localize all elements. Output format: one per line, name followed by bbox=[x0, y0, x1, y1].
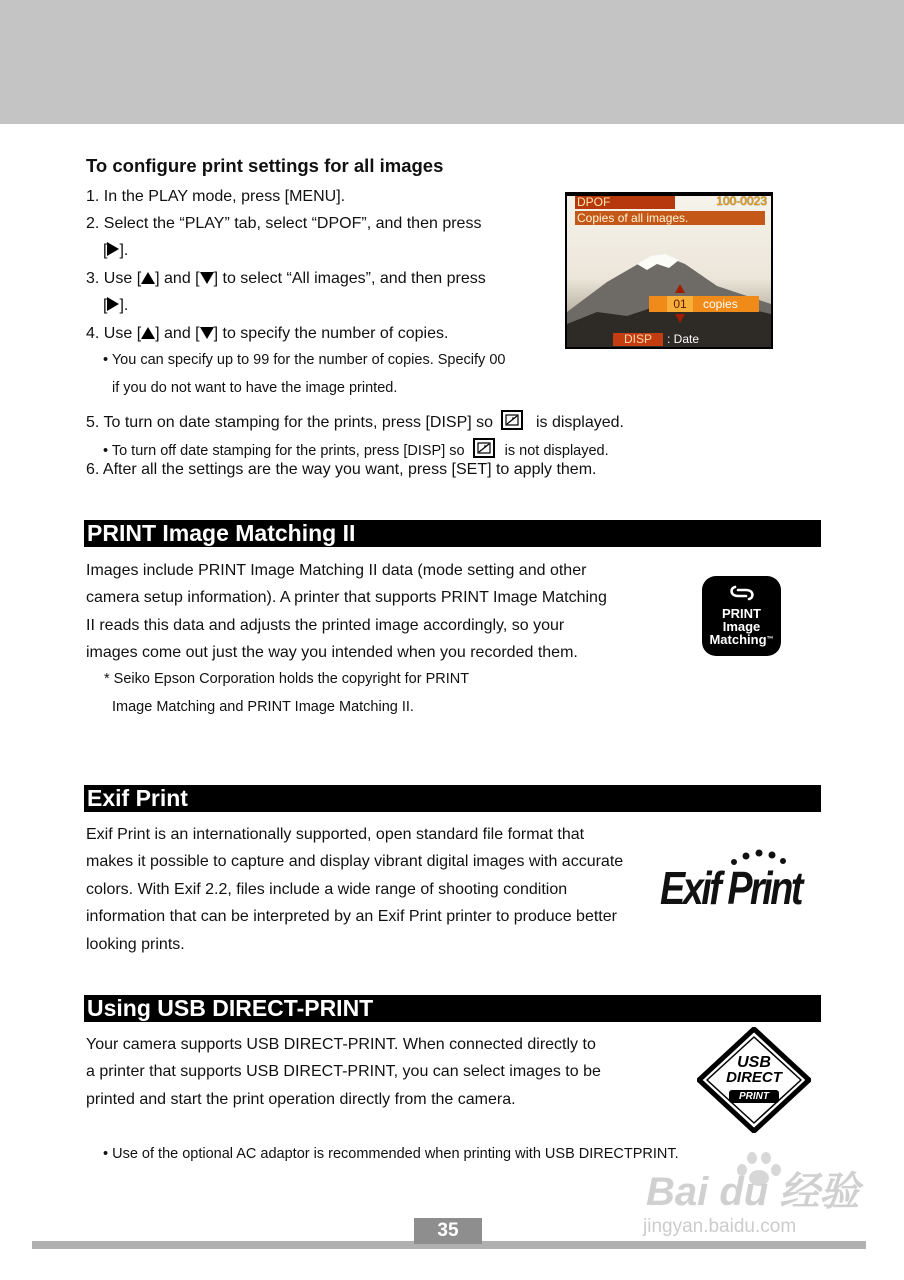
step-2-continued bbox=[103, 242, 128, 260]
lcd-copies-label: copies bbox=[703, 297, 738, 311]
date-stamp-icon bbox=[501, 410, 523, 430]
usb-logo-line-1: USB bbox=[737, 1054, 771, 1071]
step-3-text-c: ] to select “All images”, and then press bbox=[213, 270, 486, 287]
usb-logo-line-2: DIRECT bbox=[726, 1069, 782, 1086]
exif-paragraph-line-2: makes it possible to capture and display vibrant digital images with accurate bbox=[86, 853, 624, 870]
step-6: 6. After all the settings are the way you want, press [SET] to apply them. bbox=[86, 461, 597, 478]
lcd-up-arrow-icon bbox=[675, 284, 685, 293]
pim-note-line-2: Image Matching and PRINT Image Matching II. bbox=[112, 699, 414, 715]
step-5-text-b: is displayed. bbox=[535, 414, 624, 431]
pim-swirl-icon bbox=[726, 582, 758, 604]
up-arrow-key-icon bbox=[141, 327, 155, 339]
up-arrow-key-icon bbox=[141, 272, 155, 284]
exif-paragraph-line-1: Exif Print is an internationally supported, open standard file format that bbox=[86, 826, 585, 843]
step-5 bbox=[86, 410, 624, 432]
pim-logo-text bbox=[702, 607, 781, 646]
step-4 bbox=[86, 325, 448, 343]
step-5-text-a: 5. To turn on date stamping for the prints, press [DISP] so bbox=[86, 414, 494, 431]
pim-logo-line-3-text: Matching bbox=[709, 632, 767, 647]
step-1: 1. In the PLAY mode, press [MENU]. bbox=[86, 188, 346, 205]
step-4-text-a: 4. Use [ bbox=[86, 325, 142, 342]
step-4-note-1: • You can specify up to 99 for the number of copies. Specify 00 bbox=[103, 352, 506, 368]
step-4-text-c: ] to specify the number of copies. bbox=[213, 325, 449, 342]
watermark-url: jingyan.baidu.com bbox=[643, 1216, 797, 1237]
down-arrow-key-icon bbox=[200, 272, 214, 284]
pim-paragraph-line-2: camera setup information). A printer that supports PRINT Image Matching bbox=[86, 589, 607, 606]
step-5-note-text-b: is not displayed. bbox=[504, 443, 609, 459]
bracket-close: ]. bbox=[119, 297, 129, 314]
usb-paragraph-line-1: Your camera supports USB DIRECT-PRINT. When connected directly to bbox=[86, 1036, 596, 1053]
lcd-copies-value: 01 bbox=[667, 296, 693, 312]
lcd-file-code: 100-0023 bbox=[716, 194, 767, 208]
exif-paragraph-line-5: looking prints. bbox=[86, 936, 185, 953]
pim-note-line-1: * Seiko Epson Corporation holds the copyright for PRINT bbox=[104, 671, 470, 687]
step-4-text-b: ] and [ bbox=[155, 325, 200, 342]
heading-exif-print: Exif Print bbox=[84, 785, 821, 812]
usb-logo-line-3: PRINT bbox=[739, 1091, 769, 1102]
camera-lcd-screen bbox=[565, 192, 773, 349]
lcd-disp-key: DISP bbox=[613, 333, 663, 346]
step-5-note-text-a: • To turn off date stamping for the prints, press [DISP] so bbox=[103, 443, 465, 459]
lcd-disp-label: : Date bbox=[667, 332, 700, 346]
section-title-print-settings: To configure print settings for all images bbox=[86, 155, 444, 176]
baidu-watermark bbox=[640, 1150, 860, 1245]
pim-logo-line-1: PRINT bbox=[722, 606, 761, 621]
usb-paragraph-line-2: a printer that supports USB DIRECT-PRINT, you can select images to be bbox=[86, 1063, 601, 1080]
pim-logo-line-3 bbox=[702, 633, 781, 646]
down-arrow-key-icon bbox=[200, 327, 214, 339]
pim-logo-tm: ™ bbox=[766, 636, 774, 643]
right-arrow-key-icon bbox=[107, 242, 119, 256]
bracket-close: ]. bbox=[119, 242, 129, 259]
watermark-main-text: Bai du 经验 bbox=[646, 1170, 860, 1214]
exif-paragraph-line-3: colors. With Exif 2.2, files include a wide range of shooting condition bbox=[86, 881, 568, 898]
pim-logo-line-2: Image bbox=[722, 619, 761, 634]
lcd-subtitle: Copies of all images. bbox=[575, 211, 765, 225]
step-3 bbox=[86, 270, 486, 288]
step-5-note bbox=[103, 438, 609, 460]
exif-print-logo bbox=[660, 848, 816, 918]
print-image-matching-logo bbox=[702, 576, 781, 656]
step-3-continued bbox=[103, 297, 128, 315]
top-header-band bbox=[0, 0, 904, 124]
exif-paragraph-line-4: information that can be interpreted by an Exif Print printer to produce better bbox=[86, 908, 617, 925]
step-4-note-2: if you do not want to have the image printed. bbox=[112, 380, 398, 396]
usb-note: • Use of the optional AC adaptor is recommended when printing with USB DIRECTPRINT. bbox=[103, 1146, 679, 1162]
bracket-open: [ bbox=[103, 297, 108, 314]
usb-direct-print-logo bbox=[697, 1027, 811, 1133]
lcd-menu-title: DPOF bbox=[575, 196, 675, 209]
exif-logo-text: Exif Print bbox=[660, 862, 801, 914]
right-arrow-key-icon bbox=[107, 297, 119, 311]
step-2: 2. Select the “PLAY” tab, select “DPOF”, and then press bbox=[86, 215, 482, 232]
usb-paragraph-line-3: printed and start the print operation directly from the camera. bbox=[86, 1091, 516, 1108]
step-3-text-b: ] and [ bbox=[155, 270, 200, 287]
pim-paragraph-line-4: images come out just the way you intended when you recorded them. bbox=[86, 644, 578, 661]
bracket-open: [ bbox=[103, 242, 108, 259]
lcd-down-arrow-icon bbox=[675, 314, 685, 323]
page-number: 35 bbox=[414, 1218, 482, 1244]
step-3-text-a: 3. Use [ bbox=[86, 270, 142, 287]
heading-usb-direct-print: Using USB DIRECT-PRINT bbox=[84, 995, 821, 1022]
heading-print-image-matching: PRINT Image Matching II bbox=[84, 520, 821, 547]
pim-paragraph-line-3: II reads this data and adjusts the printed image accordingly, so your bbox=[86, 617, 565, 634]
pim-paragraph-line-1: Images include PRINT Image Matching II data (mode setting and other bbox=[86, 562, 587, 579]
date-stamp-icon bbox=[473, 438, 495, 458]
